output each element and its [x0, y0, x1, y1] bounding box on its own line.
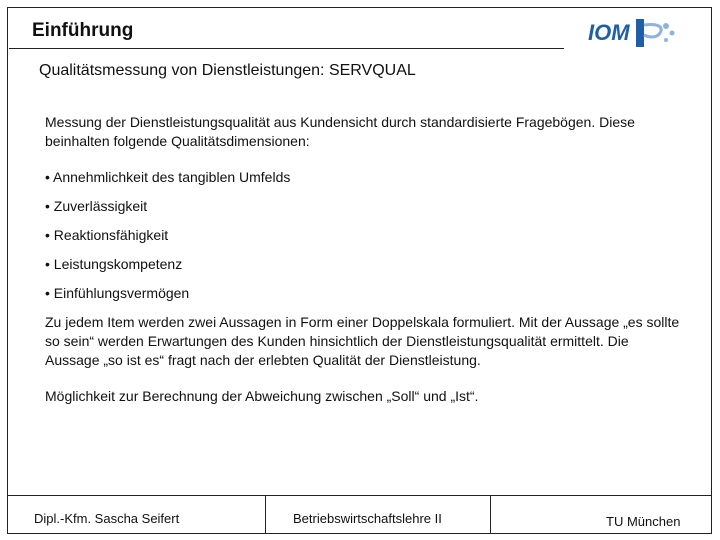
footer-course: Betriebswirtschaftslehre II	[293, 511, 442, 526]
list-item: • Annehmlichkeit des tangiblen Umfelds	[45, 169, 291, 185]
content-body	[45, 113, 685, 423]
list-item: • Leistungskompetenz	[45, 256, 183, 272]
iom-logo-icon	[586, 13, 682, 51]
list-item: • Reaktionsfähigkeit	[45, 227, 169, 243]
page-title: Einführung	[32, 20, 134, 41]
description-paragraph: Zu jedem Item werden zwei Aussagen in Form einer Doppelskala formuliert. Mit der Aussage „es sollte so sein“ werden Erwartungen des Kunden hinsichtlich der Dienstleistungsqualität ermittelt. Die Aussage „so ist es“ fragt nach der erlebten Qualität der Dienstleistung.	[45, 314, 680, 368]
footer-separator	[490, 495, 491, 533]
footer-separator	[265, 495, 266, 533]
footer-author: Dipl.-Kfm. Sascha Seifert	[34, 511, 180, 526]
closing-text: Möglichkeit zur Berechnung der Abweichung zwischen „Soll“ und „Ist“.	[45, 388, 479, 404]
subtitle: Qualitätsmessung von Dienstleistungen: SERVQUAL	[39, 62, 416, 79]
footer-organization: TU München	[606, 514, 681, 529]
intro-text: Messung der Dienstleistungsqualität aus Kundensicht durch standardisierte Fragebögen. Diese beinhalten folgende Qualitätsdimensionen:	[45, 114, 635, 149]
footer-divider	[8, 495, 712, 496]
header-divider	[9, 48, 564, 49]
logo-text: IOM	[588, 20, 630, 45]
list-item: • Zuverlässigkeit	[45, 198, 148, 214]
list-item: • Einfühlungsvermögen	[45, 285, 190, 301]
